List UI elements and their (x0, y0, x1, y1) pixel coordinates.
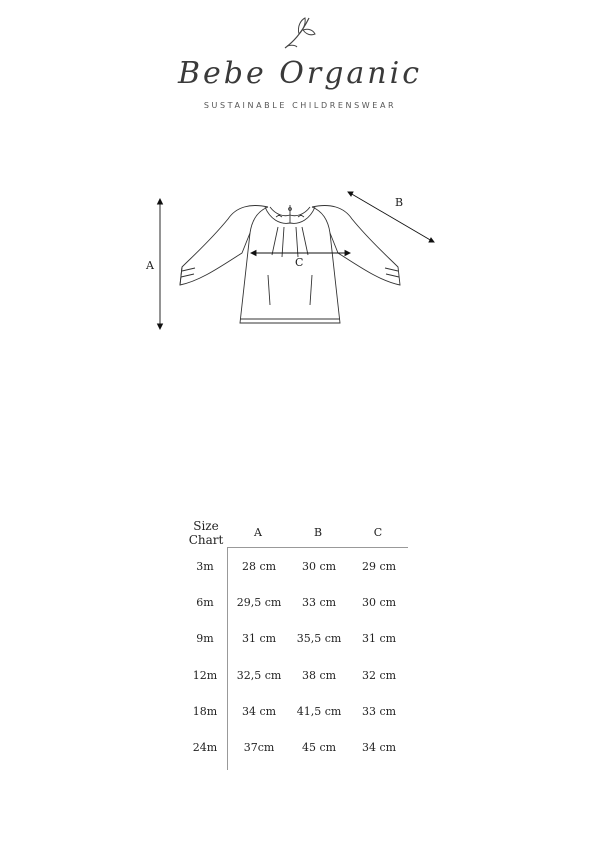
size-cell: 6m (196, 596, 214, 609)
measure-b-cell: 33 cm (301, 596, 337, 609)
leaf-sprig-icon (275, 12, 325, 52)
table-row (180, 669, 430, 685)
measure-c-cell: 33 cm (361, 705, 397, 718)
dimension-label-a: A (146, 259, 154, 272)
measure-b-cell: 38 cm (301, 669, 337, 682)
size-cell: 9m (196, 632, 214, 645)
size-chart-title (180, 519, 232, 547)
measure-a-cell: 31 cm (241, 632, 277, 645)
brand-tagline: SUSTAINABLE CHILDRENSWEAR (203, 101, 397, 110)
dimension-label-b: B (395, 196, 404, 209)
column-header-b: B (313, 526, 323, 539)
measure-a-cell: 28 cm (241, 560, 277, 573)
measure-a-cell: 37cm (243, 741, 275, 754)
measure-b-cell: 45 cm (301, 741, 337, 754)
column-header-a: A (254, 526, 262, 539)
measure-b-cell: 30 cm (301, 560, 337, 573)
measure-b-cell: 35,5 cm (296, 632, 342, 645)
table-row (180, 741, 430, 757)
dimension-label-c: C (295, 256, 304, 269)
table-row (180, 596, 430, 612)
size-chart-title-line1: Size (193, 519, 219, 533)
measure-c-cell: 31 cm (361, 632, 397, 645)
measure-b-cell: 41,5 cm (296, 705, 342, 718)
column-header-c: C (373, 526, 383, 539)
size-cell: 3m (196, 560, 214, 573)
measure-a-cell: 32,5 cm (236, 669, 282, 682)
measure-a-cell: 34 cm (241, 705, 277, 718)
measure-c-cell: 29 cm (361, 560, 397, 573)
measure-c-cell: 34 cm (361, 741, 397, 754)
table-row (180, 632, 430, 648)
table-column-divider (227, 547, 228, 770)
size-cell: 12m (192, 669, 218, 682)
size-cell: 18m (192, 705, 218, 718)
table-header-divider (227, 547, 408, 548)
table-row (180, 705, 430, 721)
size-cell: 24m (192, 741, 218, 754)
measure-c-cell: 32 cm (361, 669, 397, 682)
table-row (180, 560, 430, 576)
measure-a-cell: 29,5 cm (236, 596, 282, 609)
brand-name: Bebe Organic (177, 56, 423, 91)
measure-c-cell: 30 cm (361, 596, 397, 609)
size-chart-title-line2: Chart (188, 533, 224, 547)
